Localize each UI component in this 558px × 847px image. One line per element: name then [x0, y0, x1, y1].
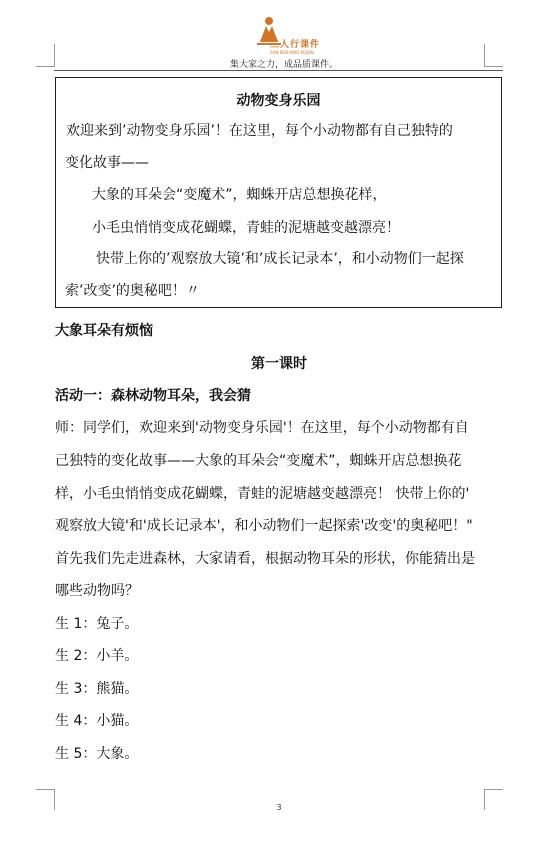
intro-box-title: 动物变身乐园 — [236, 93, 321, 109]
student-answer: 生 1：兔子。 — [55, 616, 139, 632]
intro-line: 小毛虫悄悄变成花蝴蝶，青蛙的泥塘越变越漂亮！ — [92, 220, 400, 236]
intro-line: 变化故事—— — [65, 155, 149, 171]
student-answer: 生 4：小猫。 — [55, 713, 139, 729]
teacher-line: 观察放大镜'和'成长记录本'，和小动物们一起探索'改变'的奥秘吧！" — [55, 518, 473, 534]
teacher-line: 师：同学们，欢迎来到'动物变身乐园'！在这里，每个小动物都有自 — [55, 420, 469, 436]
crop-mark-top-right — [484, 44, 503, 67]
activity-heading: 活动一：森林动物耳朵，我会猜 — [55, 388, 251, 404]
intro-line: 欢迎来到’动物变身乐园’！在这里，每个小动物都有自己独特的 — [66, 123, 453, 139]
teacher-line: 己独特的变化故事——大象的耳朵会“变魔术”，蜘蛛开店总想换花 — [55, 453, 462, 469]
header-logo — [236, 14, 322, 58]
intro-line: 索’改变’的奥秘吧！〃 — [65, 283, 200, 299]
session-heading: 第一课时 — [251, 356, 307, 372]
teacher-line: 样，小毛虫悄悄变成花蝴蝶，青蛙的泥塘越变越漂亮！ 快带上你的' — [55, 486, 470, 502]
page-number: 3 — [276, 803, 282, 812]
logo-subtitle: SAN REN XING KEJIAN — [270, 50, 314, 55]
intro-line: 快带上你的’观察放大镜’和’成长记录本’，和小动物们一起探 — [96, 251, 464, 267]
unit-title: 大象耳朵有烦恼 — [55, 323, 153, 339]
student-answer: 生 3：熊猫。 — [55, 681, 139, 697]
student-answer: 生 5：大象。 — [55, 746, 139, 762]
intro-line: 大象的耳朵会“变魔术”，蜘蛛开店总想换花样， — [92, 187, 387, 203]
crop-mark-top-left — [36, 44, 55, 67]
intro-box — [55, 77, 502, 308]
header-divider — [54, 70, 503, 71]
student-answer: 生 2：小羊。 — [55, 648, 139, 664]
header-slogan: 集大家之力，成品质课件。 — [230, 60, 339, 70]
logo-name: 三人行课件 — [270, 40, 321, 50]
teacher-line: 首先我们先走进森林，大家请看，根据动物耳朵的形状，你能猜出是 — [55, 551, 475, 567]
teacher-line: 哪些动物吗？ — [55, 583, 139, 599]
